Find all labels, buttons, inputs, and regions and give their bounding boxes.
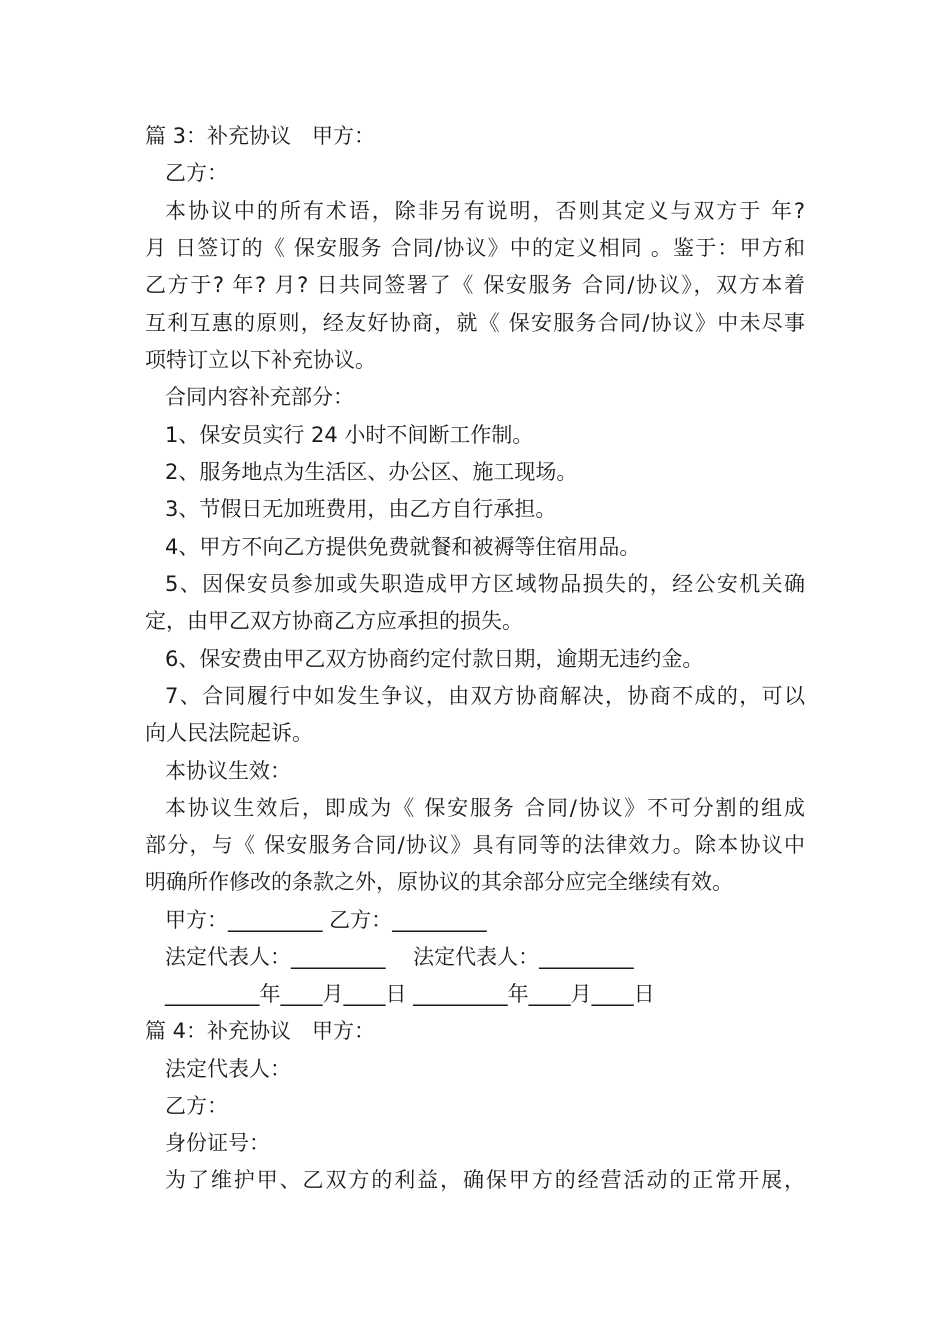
list-item: 1、保安员实行 24 小时不间断工作制。 xyxy=(165,423,534,447)
list-item: 3、节假日无加班费用，由乙方自行承担。 xyxy=(165,497,557,521)
effect-title: 本协议生效： xyxy=(165,759,291,783)
paragraph-line: 本协议生效后，即成为《 保安服务 合同/协议》不可分割的组成 xyxy=(165,796,805,820)
id-number-label: 身份证号： xyxy=(165,1131,270,1155)
party-b-label: 乙方： xyxy=(165,1094,228,1118)
paragraph-line: 部分，与《 保安服务合同/协议》具有同等的法律效力。除本协议中 xyxy=(145,833,805,857)
section-3-header: 篇 3：补充协议 甲方： xyxy=(145,124,376,148)
party-b-label: 乙方： xyxy=(165,161,228,185)
paragraph-line: 互利互惠的原则，经友好协商，就《 保安服务合同/协议》中未尽事 xyxy=(145,311,805,335)
list-item: 2、服务地点为生活区、办公区、施工现场。 xyxy=(165,460,578,484)
list-item: 5、因保安员参加或失职造成甲方区域物品损失的，经公安机关确 xyxy=(165,572,805,596)
list-item: 6、保安费由甲乙双方协商约定付款日期，逾期无违约金。 xyxy=(165,647,704,671)
paragraph-line: 明确所作修改的条款之外，原协议的其余部分应完全继续有效。 xyxy=(145,870,733,894)
signature-dates: _________年____月____日 _________年____月____日 xyxy=(165,982,655,1006)
list-item: 定，由甲乙双方协商乙方应承担的损失。 xyxy=(145,609,523,633)
legal-rep-label: 法定代表人： xyxy=(165,1057,291,1081)
list-item: 4、甲方不向乙方提供免费就餐和被褥等住宿用品。 xyxy=(165,535,641,559)
list-item: 7、合同履行中如发生争议，由双方协商解决，协商不成的，可以 xyxy=(165,684,805,708)
section-4-header: 篇 4：补充协议 甲方： xyxy=(145,1019,376,1043)
paragraph-line: 为了维护甲、乙双方的利益，确保甲方的经营活动的正常开展， xyxy=(165,1168,805,1192)
signature-parties: 甲方：_________ 乙方：_________ xyxy=(165,908,487,932)
paragraph-line: 乙方于? 年? 月? 日共同签署了《 保安服务 合同/协议》，双方本着 xyxy=(145,273,805,297)
supplement-title: 合同内容补充部分： xyxy=(165,385,354,409)
paragraph-line: 月 日签订的《 保安服务 合同/协议》中的定义相同 。鉴于：甲方和 xyxy=(145,236,805,260)
list-item: 向人民法院起诉。 xyxy=(145,721,313,745)
paragraph-line: 本协议中的所有术语，除非另有说明，否则其定义与双方于 年? xyxy=(165,199,805,223)
signature-representatives: 法定代表人：_________ 法定代表人：_________ xyxy=(165,945,634,969)
paragraph-line: 项特订立以下补充协议。 xyxy=(145,348,376,372)
